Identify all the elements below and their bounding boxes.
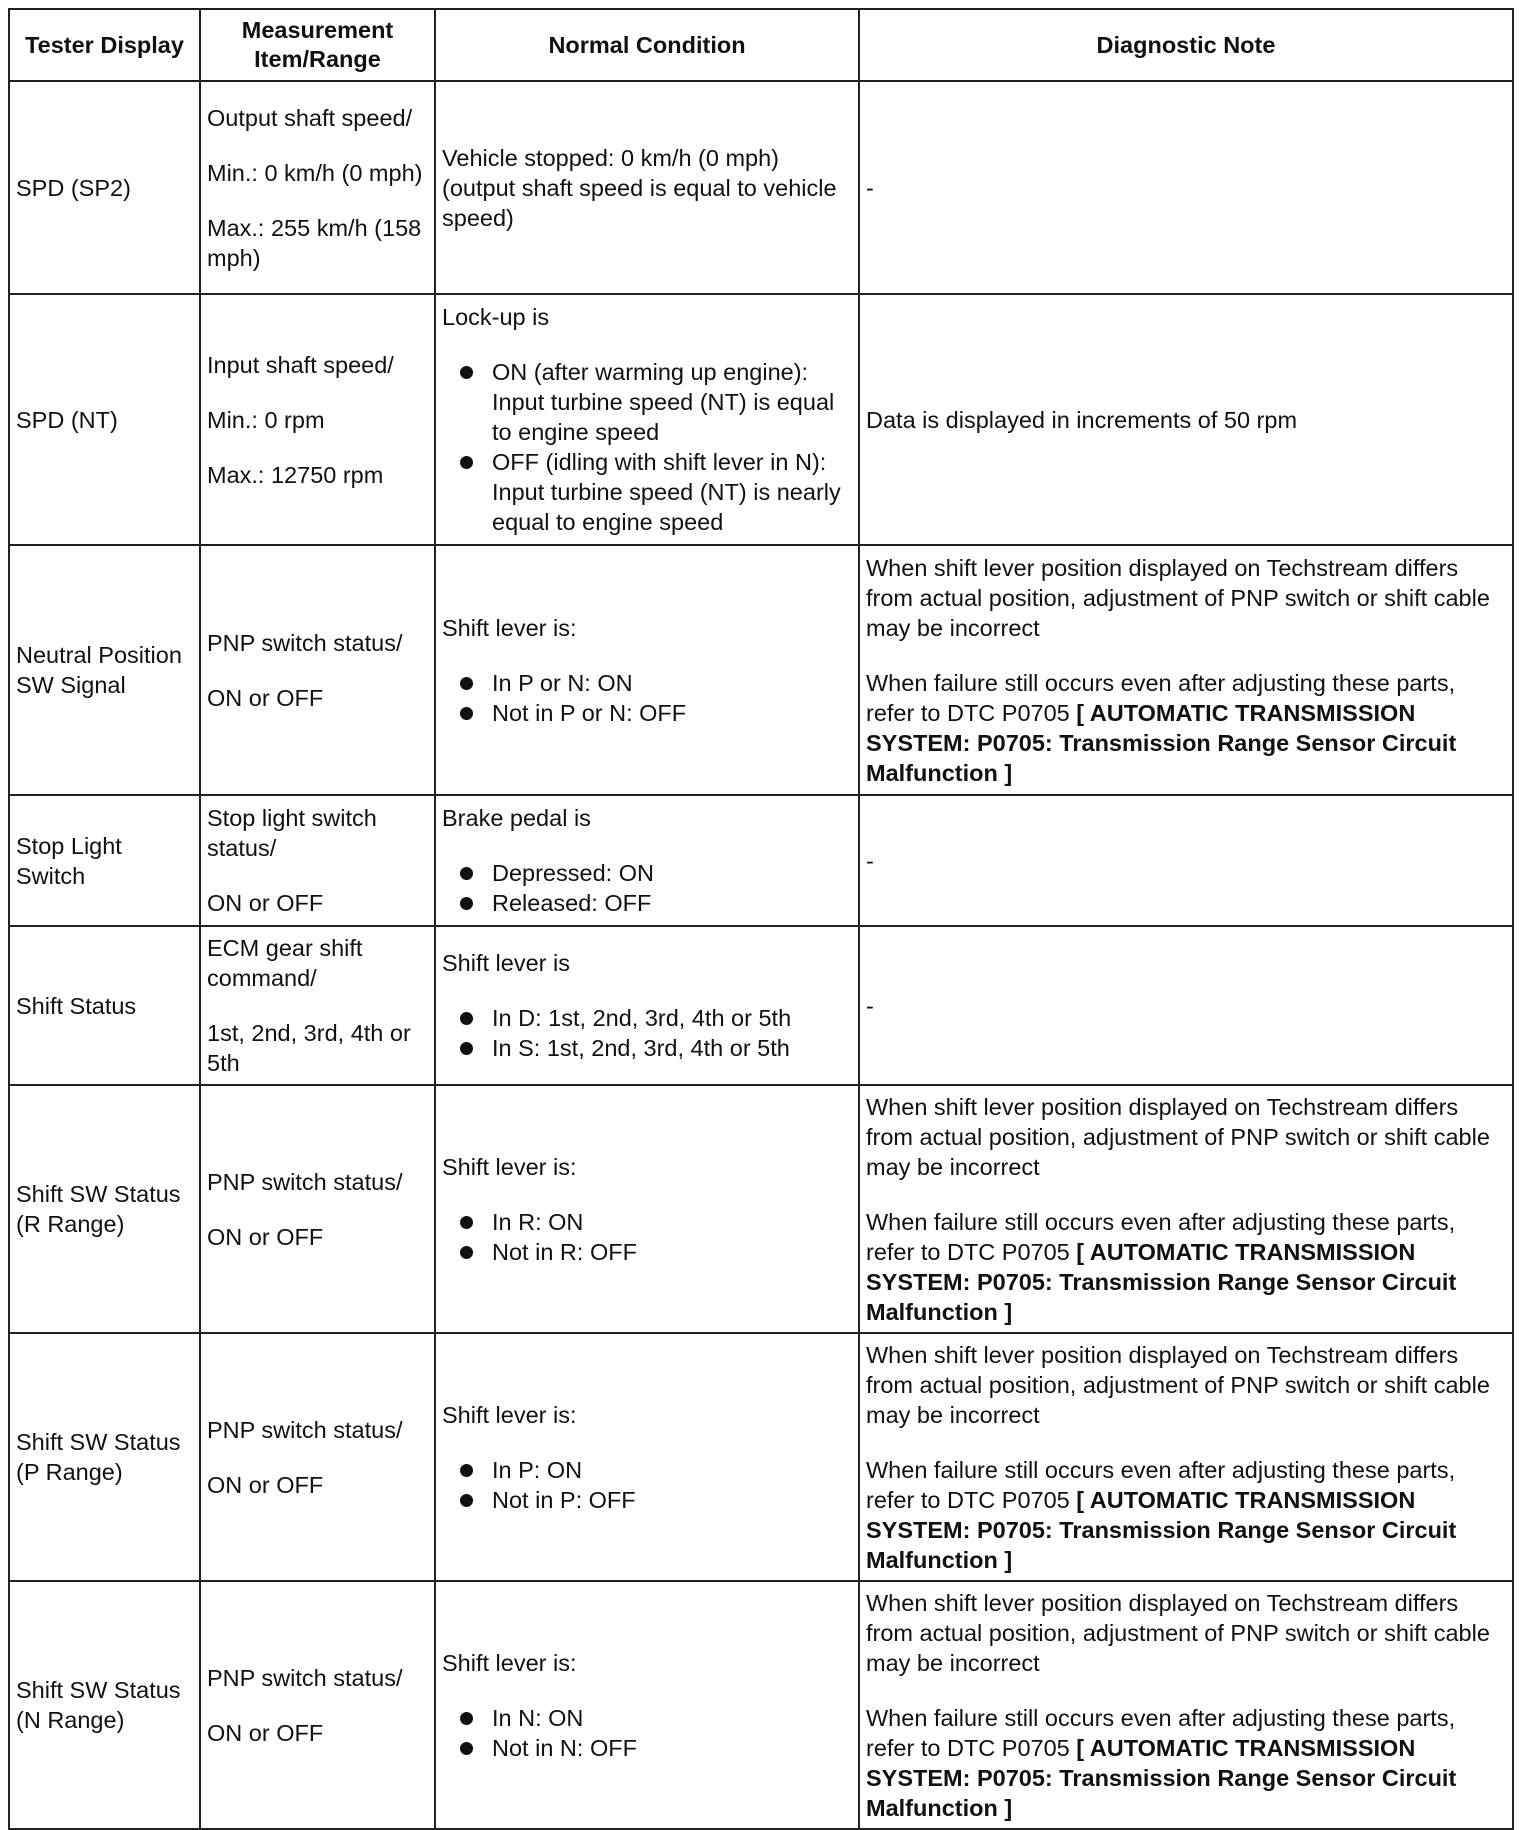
list-item	[442, 1733, 852, 1763]
list-item	[442, 1485, 852, 1515]
measurement-line: Output shaft speed/	[207, 104, 413, 131]
measurement-line: Max.: 12750 rpm	[207, 461, 384, 488]
header-normal-condition: Normal Condition	[435, 9, 859, 81]
diagnostic-note-cell	[859, 1581, 1513, 1829]
table-row	[9, 795, 1513, 926]
measurement-line: ON or OFF	[207, 1719, 324, 1746]
bullet-icon	[460, 366, 473, 379]
bullet-icon	[460, 1012, 473, 1025]
tester-display-cell: Neutral Position SW Signal	[9, 545, 200, 795]
note-text: -	[866, 992, 874, 1019]
diagnostic-note-cell	[859, 294, 1513, 545]
measurement-line: Max.: 255 km/h (158 mph)	[207, 214, 422, 271]
tester-display-cell: Shift SW Status (P Range)	[9, 1333, 200, 1581]
condition-list	[442, 1703, 852, 1763]
normal-condition-cell	[435, 1085, 859, 1333]
measurement-line: PNP switch status/	[207, 1416, 403, 1443]
note-text	[866, 1455, 1506, 1575]
condition-intro: Shift lever is	[442, 950, 570, 976]
note-text-refer: When failure still occurs even after adjusting these parts, refer to DTC P0705	[866, 1208, 1456, 1265]
normal-condition-cell	[435, 81, 859, 294]
note-text: When shift lever position displayed on Techstream differs from actual position, adjustment of PNP switch or shift cable may be incorrect	[866, 1341, 1490, 1428]
diagnostic-note-cell	[859, 1085, 1513, 1333]
note-text: When shift lever position displayed on Techstream differs from actual position, adjustment of PNP switch or shift cable may be incorrect	[866, 554, 1490, 641]
tester-display-cell: Shift SW Status (N Range)	[9, 1581, 200, 1829]
table-row	[9, 1085, 1513, 1333]
condition-list	[442, 1455, 852, 1515]
condition-list	[442, 668, 852, 728]
tester-display-cell: Shift Status	[9, 926, 200, 1085]
note-text: Data is displayed in increments of 50 rpm	[866, 406, 1298, 433]
note-text-refer: When failure still occurs even after adjusting these parts, refer to DTC P0705	[866, 1456, 1456, 1513]
condition-intro: Vehicle stopped: 0 km/h (0 mph) (output shaft speed is equal to vehicle speed)	[442, 144, 837, 231]
list-item	[442, 1237, 852, 1267]
tester-display-cell: Shift SW Status (R Range)	[9, 1085, 200, 1333]
note-text	[866, 1703, 1506, 1823]
note-text	[866, 668, 1506, 788]
measurement-cell	[200, 294, 435, 545]
bullet-icon	[460, 1464, 473, 1477]
list-item	[442, 698, 852, 728]
condition-item-text: In P: ON	[492, 1456, 583, 1483]
measurement-line: Min.: 0 km/h (0 mph)	[207, 159, 423, 186]
condition-item-text: In N: ON	[492, 1704, 584, 1731]
measurement-cell	[200, 545, 435, 795]
measurement-line: ON or OFF	[207, 684, 324, 711]
note-text-refer: When failure still occurs even after adjusting these parts, refer to DTC P0705	[866, 1704, 1456, 1761]
list-item	[442, 668, 852, 698]
note-text: -	[866, 847, 874, 874]
condition-item-text: Released: OFF	[492, 890, 652, 916]
condition-item-text: In P or N: ON	[492, 669, 633, 696]
condition-item-text: Not in P or N: OFF	[492, 699, 687, 726]
condition-intro: Brake pedal is	[442, 805, 591, 831]
normal-condition-cell	[435, 1581, 859, 1829]
measurement-line: Stop light switch status/	[207, 805, 377, 861]
note-text: -	[866, 174, 874, 201]
measurement-line: Min.: 0 rpm	[207, 406, 325, 433]
table-header-row	[9, 9, 1513, 81]
table-row	[9, 1581, 1513, 1829]
normal-condition-cell	[435, 926, 859, 1085]
bullet-icon	[460, 1042, 473, 1055]
condition-intro: Shift lever is:	[442, 1153, 577, 1180]
diagnostic-note-cell	[859, 926, 1513, 1085]
table-row	[9, 1333, 1513, 1581]
dtc-reference-link[interactable]: [ AUTOMATIC TRANSMISSION SYSTEM: P0705: Transmission Range Sensor Circuit Malfunction ]	[866, 1734, 1457, 1821]
tester-display-cell: Stop Light Switch	[9, 795, 200, 926]
condition-list	[442, 858, 852, 918]
condition-item-text: Not in P: OFF	[492, 1486, 636, 1513]
measurement-cell	[200, 1581, 435, 1829]
tester-display-cell: SPD (SP2)	[9, 81, 200, 294]
note-text-refer: When failure still occurs even after adjusting these parts, refer to DTC P0705	[866, 669, 1456, 726]
table-row	[9, 294, 1513, 545]
condition-item-text: In S: 1st, 2nd, 3rd, 4th or 5th	[492, 1035, 790, 1061]
measurement-cell	[200, 81, 435, 294]
tester-display-cell: SPD (NT)	[9, 294, 200, 545]
measurement-line: Input shaft speed/	[207, 351, 394, 378]
normal-condition-cell	[435, 795, 859, 926]
condition-item-text: In R: ON	[492, 1208, 584, 1235]
measurement-cell	[200, 795, 435, 926]
measurement-line: ECM gear shift command/	[207, 935, 363, 991]
condition-intro: Shift lever is:	[442, 614, 577, 641]
condition-item-text: ON (after warming up engine): Input turbine speed (NT) is equal to engine speed	[492, 359, 835, 445]
condition-list	[442, 357, 852, 537]
condition-item-text: Not in R: OFF	[492, 1238, 637, 1265]
table-row	[9, 81, 1513, 294]
header-tester-display: Tester Display	[9, 9, 200, 81]
normal-condition-cell	[435, 1333, 859, 1581]
header-measurement: Measurement Item/Range	[200, 9, 435, 81]
list-item	[442, 1003, 852, 1033]
condition-item-text: In D: 1st, 2nd, 3rd, 4th or 5th	[492, 1005, 792, 1031]
diagnostic-note-cell	[859, 1333, 1513, 1581]
note-text	[866, 1207, 1506, 1327]
note-text: When shift lever position displayed on Techstream differs from actual position, adjustment of PNP switch or shift cable may be incorrect	[866, 1589, 1490, 1676]
table-row	[9, 545, 1513, 795]
diagnostic-note-cell	[859, 795, 1513, 926]
bullet-icon	[460, 456, 473, 469]
condition-item-text: Not in N: OFF	[492, 1734, 637, 1761]
bullet-icon	[460, 1712, 473, 1725]
bullet-icon	[460, 707, 473, 720]
header-diagnostic-note: Diagnostic Note	[859, 9, 1513, 81]
list-item	[442, 1033, 852, 1063]
measurement-line: PNP switch status/	[207, 1664, 403, 1691]
bullet-icon	[460, 677, 473, 690]
dtc-reference-link[interactable]: [ AUTOMATIC TRANSMISSION SYSTEM: P0705: Transmission Range Sensor Circuit Malfunction ]	[866, 699, 1457, 786]
bullet-icon	[460, 1246, 473, 1259]
list-item	[442, 1207, 852, 1237]
measurement-cell	[200, 1085, 435, 1333]
list-item	[442, 858, 852, 888]
measurement-line: ON or OFF	[207, 1223, 324, 1250]
bullet-icon	[460, 1742, 473, 1755]
normal-condition-cell	[435, 545, 859, 795]
list-item	[442, 1455, 852, 1485]
list-item	[442, 357, 852, 447]
bullet-icon	[460, 1494, 473, 1507]
measurement-cell	[200, 926, 435, 1085]
measurement-line: PNP switch status/	[207, 1168, 403, 1195]
measurement-line: PNP switch status/	[207, 629, 403, 656]
bullet-icon	[460, 897, 473, 910]
note-text: When shift lever position displayed on Techstream differs from actual position, adjustment of PNP switch or shift cable may be incorrect	[866, 1093, 1490, 1180]
bullet-icon	[460, 1216, 473, 1229]
condition-item-text: Depressed: ON	[492, 860, 654, 886]
table-row	[9, 926, 1513, 1085]
measurement-cell	[200, 1333, 435, 1581]
condition-list	[442, 1207, 852, 1267]
dtc-reference-link[interactable]: [ AUTOMATIC TRANSMISSION SYSTEM: P0705: Transmission Range Sensor Circuit Malfunction ]	[866, 1486, 1457, 1573]
condition-intro: Lock-up is	[442, 304, 550, 330]
list-item	[442, 888, 852, 918]
data-list-table	[8, 8, 1514, 1830]
diagnostic-note-cell	[859, 81, 1513, 294]
measurement-line: ON or OFF	[207, 1471, 324, 1498]
condition-intro: Shift lever is:	[442, 1649, 577, 1676]
measurement-line: ON or OFF	[207, 890, 324, 916]
condition-list	[442, 1003, 852, 1063]
normal-condition-cell	[435, 294, 859, 545]
measurement-line: 1st, 2nd, 3rd, 4th or 5th	[207, 1020, 411, 1076]
list-item	[442, 447, 852, 537]
condition-item-text: OFF (idling with shift lever in N): Input turbine speed (NT) is nearly equal to engine speed	[492, 449, 841, 535]
diagnostic-note-cell	[859, 545, 1513, 795]
list-item	[442, 1703, 852, 1733]
condition-intro: Shift lever is:	[442, 1401, 577, 1428]
bullet-icon	[460, 867, 473, 880]
dtc-reference-link[interactable]: [ AUTOMATIC TRANSMISSION SYSTEM: P0705: Transmission Range Sensor Circuit Malfunction ]	[866, 1238, 1457, 1325]
